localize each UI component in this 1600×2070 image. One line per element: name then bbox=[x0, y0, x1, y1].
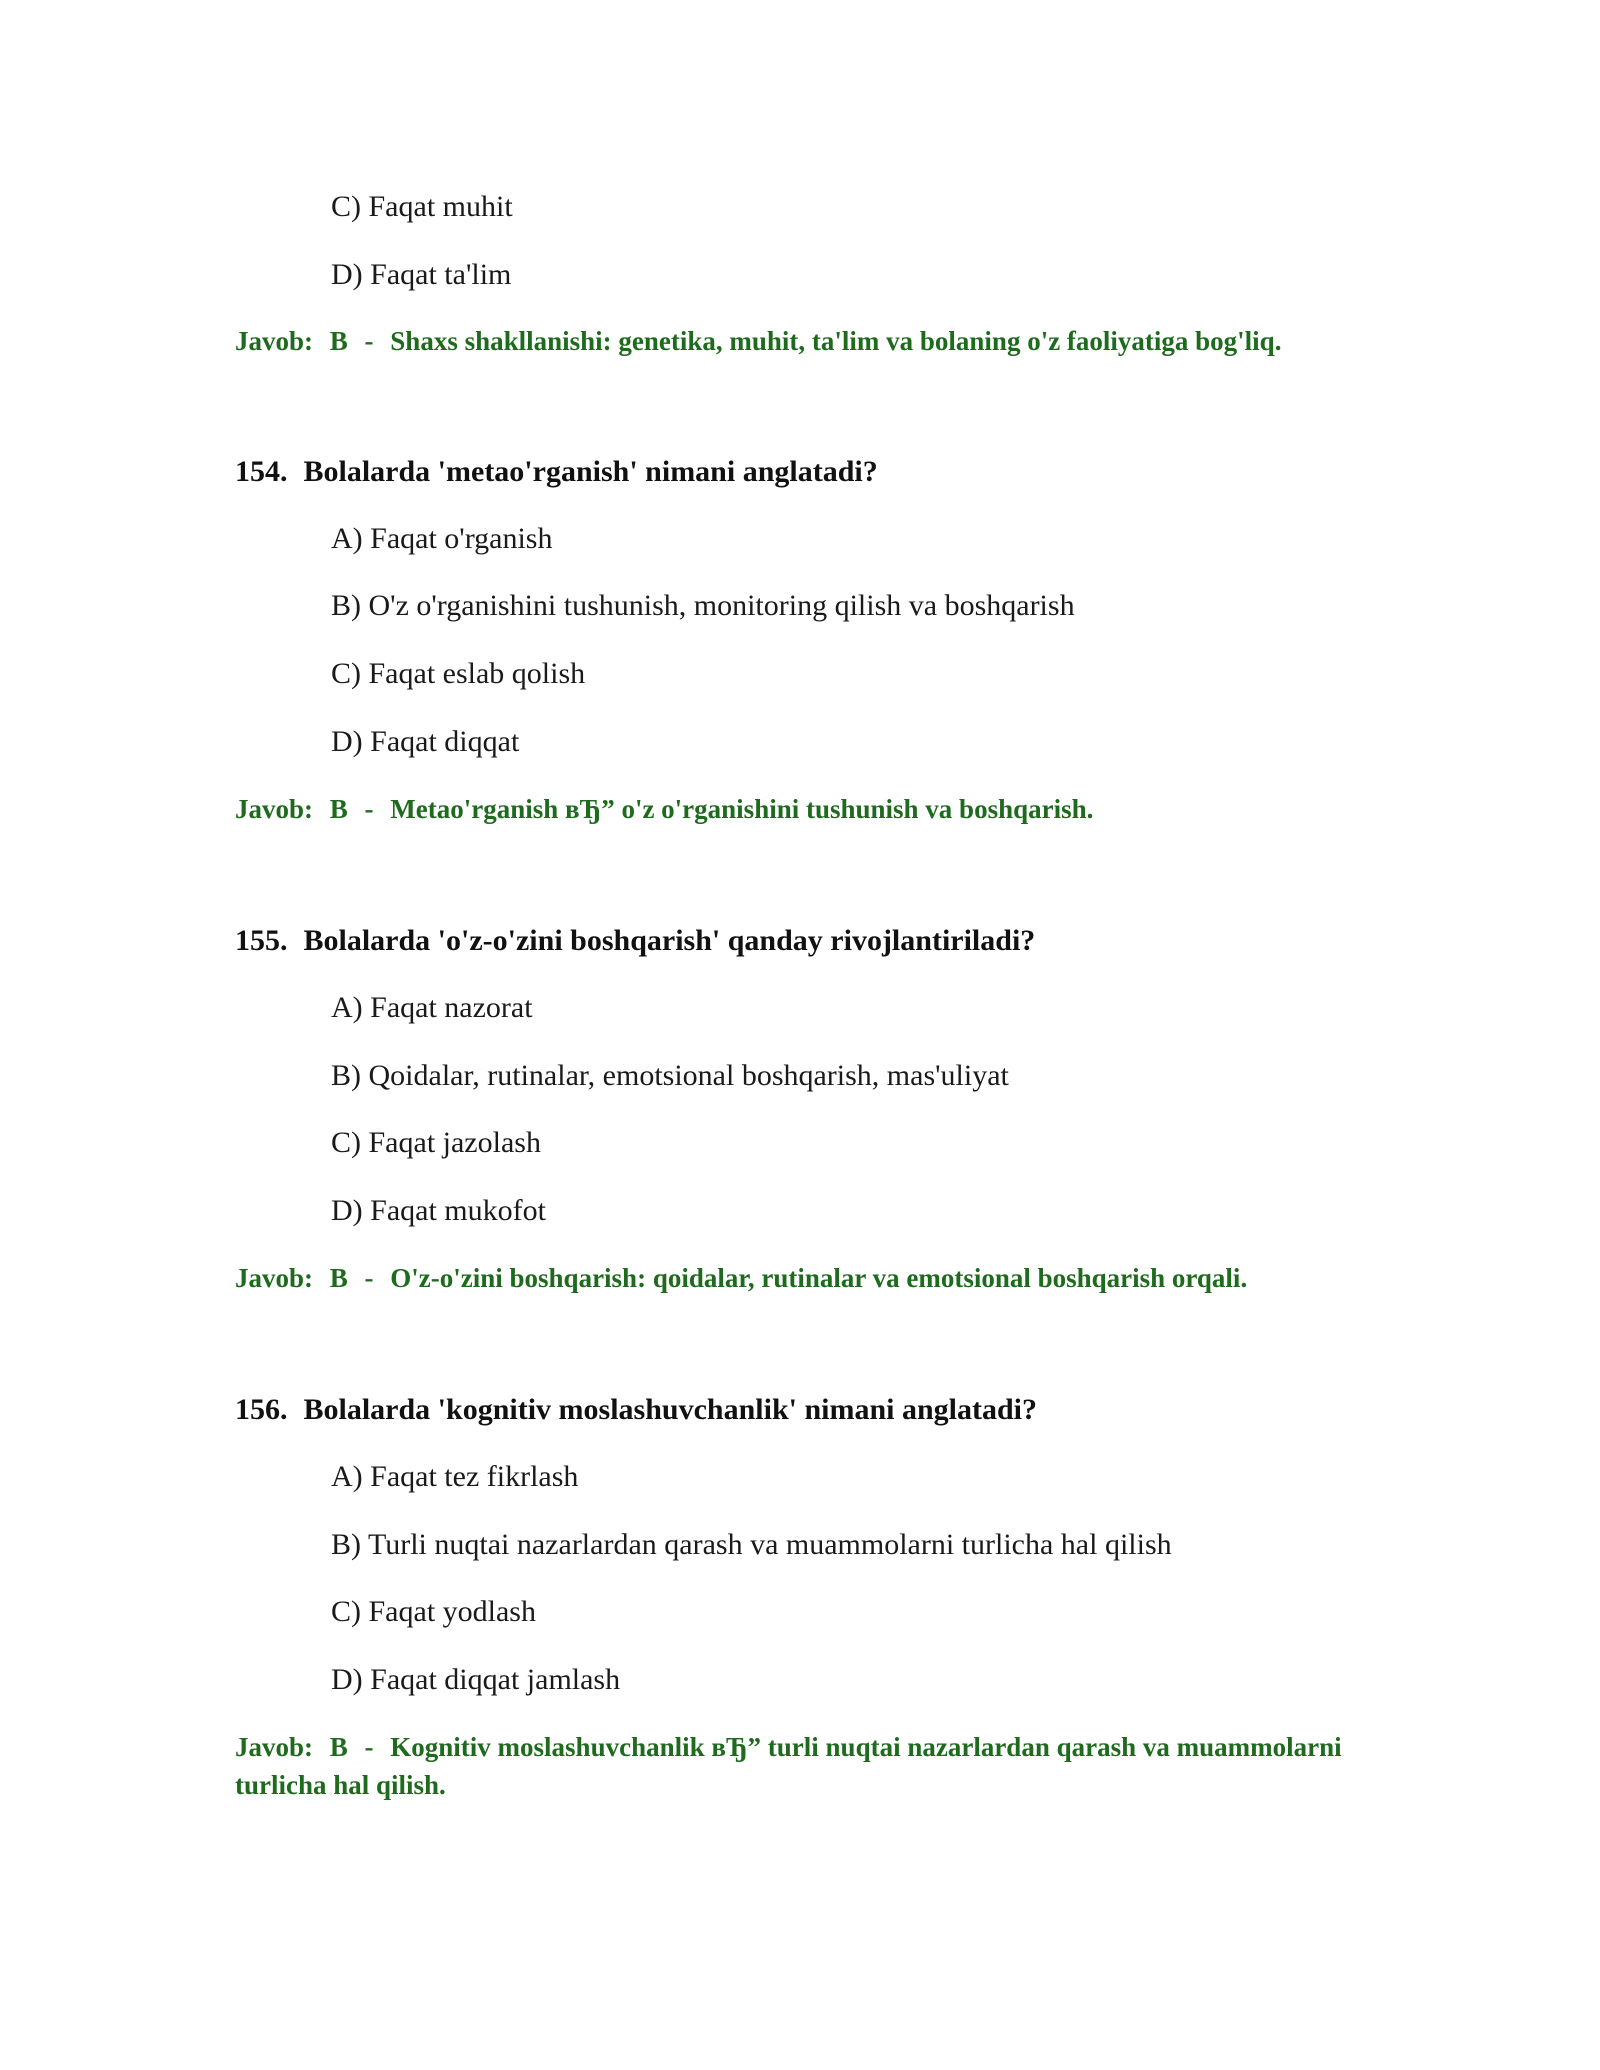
answer-dash: - bbox=[364, 1732, 374, 1762]
option-d-155: D) Faqat mukofot bbox=[331, 1194, 546, 1227]
option-c-155: C) Faqat jazolash bbox=[331, 1126, 541, 1159]
option-b-156: B) Turli nuqtai nazarlardan qarash va muammolarni turlicha hal qilish bbox=[331, 1528, 1172, 1561]
answer-prefix: Javob: bbox=[235, 1732, 314, 1762]
answer-letter: B bbox=[329, 1263, 348, 1293]
option-b-155: B) Qoidalar, rutinalar, emotsional boshqarish, mas'uliyat bbox=[331, 1059, 1009, 1092]
question-number: 154. bbox=[235, 455, 288, 488]
answer-text: Metao'rganish вЂ” o'z o'rganishini tushunish va boshqarish. bbox=[390, 794, 1094, 824]
question-156 bbox=[235, 1391, 1037, 1429]
question-number: 156. bbox=[235, 1393, 288, 1426]
option-d-154: D) Faqat diqqat bbox=[331, 725, 520, 758]
answer-text: Kognitiv moslashuvchanlik вЂ” turli nuqtai nazarlardan qarash va muammolarni turlicha hal qilish. bbox=[235, 1732, 1342, 1800]
option-a-155: A) Faqat nazorat bbox=[331, 991, 533, 1024]
answer-prefix: Javob: bbox=[235, 794, 314, 824]
answer-154 bbox=[235, 790, 1365, 828]
answer-letter: B bbox=[329, 794, 348, 824]
option-c-153: C) Faqat muhit bbox=[331, 190, 513, 223]
option-b-154: B) O'z o'rganishini tushunish, monitoring qilish va boshqarish bbox=[331, 589, 1075, 622]
answer-prefix: Javob: bbox=[235, 1263, 314, 1293]
option-d-156: D) Faqat diqqat jamlash bbox=[331, 1663, 621, 1696]
question-text: Bolalarda 'kognitiv moslashuvchanlik' nimani anglatadi? bbox=[303, 1393, 1038, 1426]
answer-155 bbox=[235, 1259, 1365, 1297]
option-c-154: C) Faqat eslab qolish bbox=[331, 657, 586, 690]
answer-dash: - bbox=[364, 794, 374, 824]
question-154 bbox=[235, 453, 878, 491]
answer-text: O'z-o'zini boshqarish: qoidalar, rutinalar va emotsional boshqarish orqali. bbox=[390, 1263, 1248, 1293]
option-a-154: A) Faqat o'rganish bbox=[331, 522, 553, 555]
answer-dash: - bbox=[364, 326, 374, 356]
option-a-156: A) Faqat tez fikrlash bbox=[331, 1460, 579, 1493]
answer-dash: - bbox=[364, 1263, 374, 1293]
option-d-153: D) Faqat ta'lim bbox=[331, 258, 512, 291]
option-c-156: C) Faqat yodlash bbox=[331, 1595, 536, 1628]
question-155 bbox=[235, 922, 1035, 960]
answer-prefix: Javob: bbox=[235, 326, 314, 356]
answer-letter: B bbox=[329, 1732, 348, 1762]
question-text: Bolalarda 'o'z-o'zini boshqarish' qanday rivojlantiriladi? bbox=[303, 924, 1036, 957]
answer-156 bbox=[235, 1728, 1365, 1804]
question-text: Bolalarda 'metao'rganish' nimani anglatadi? bbox=[303, 455, 878, 488]
answer-153 bbox=[235, 322, 1365, 360]
answer-text: Shaxs shakllanishi: genetika, muhit, ta'lim va bolaning o'z faoliyatiga bog'liq. bbox=[390, 326, 1282, 356]
answer-letter: B bbox=[329, 326, 348, 356]
question-number: 155. bbox=[235, 924, 288, 957]
